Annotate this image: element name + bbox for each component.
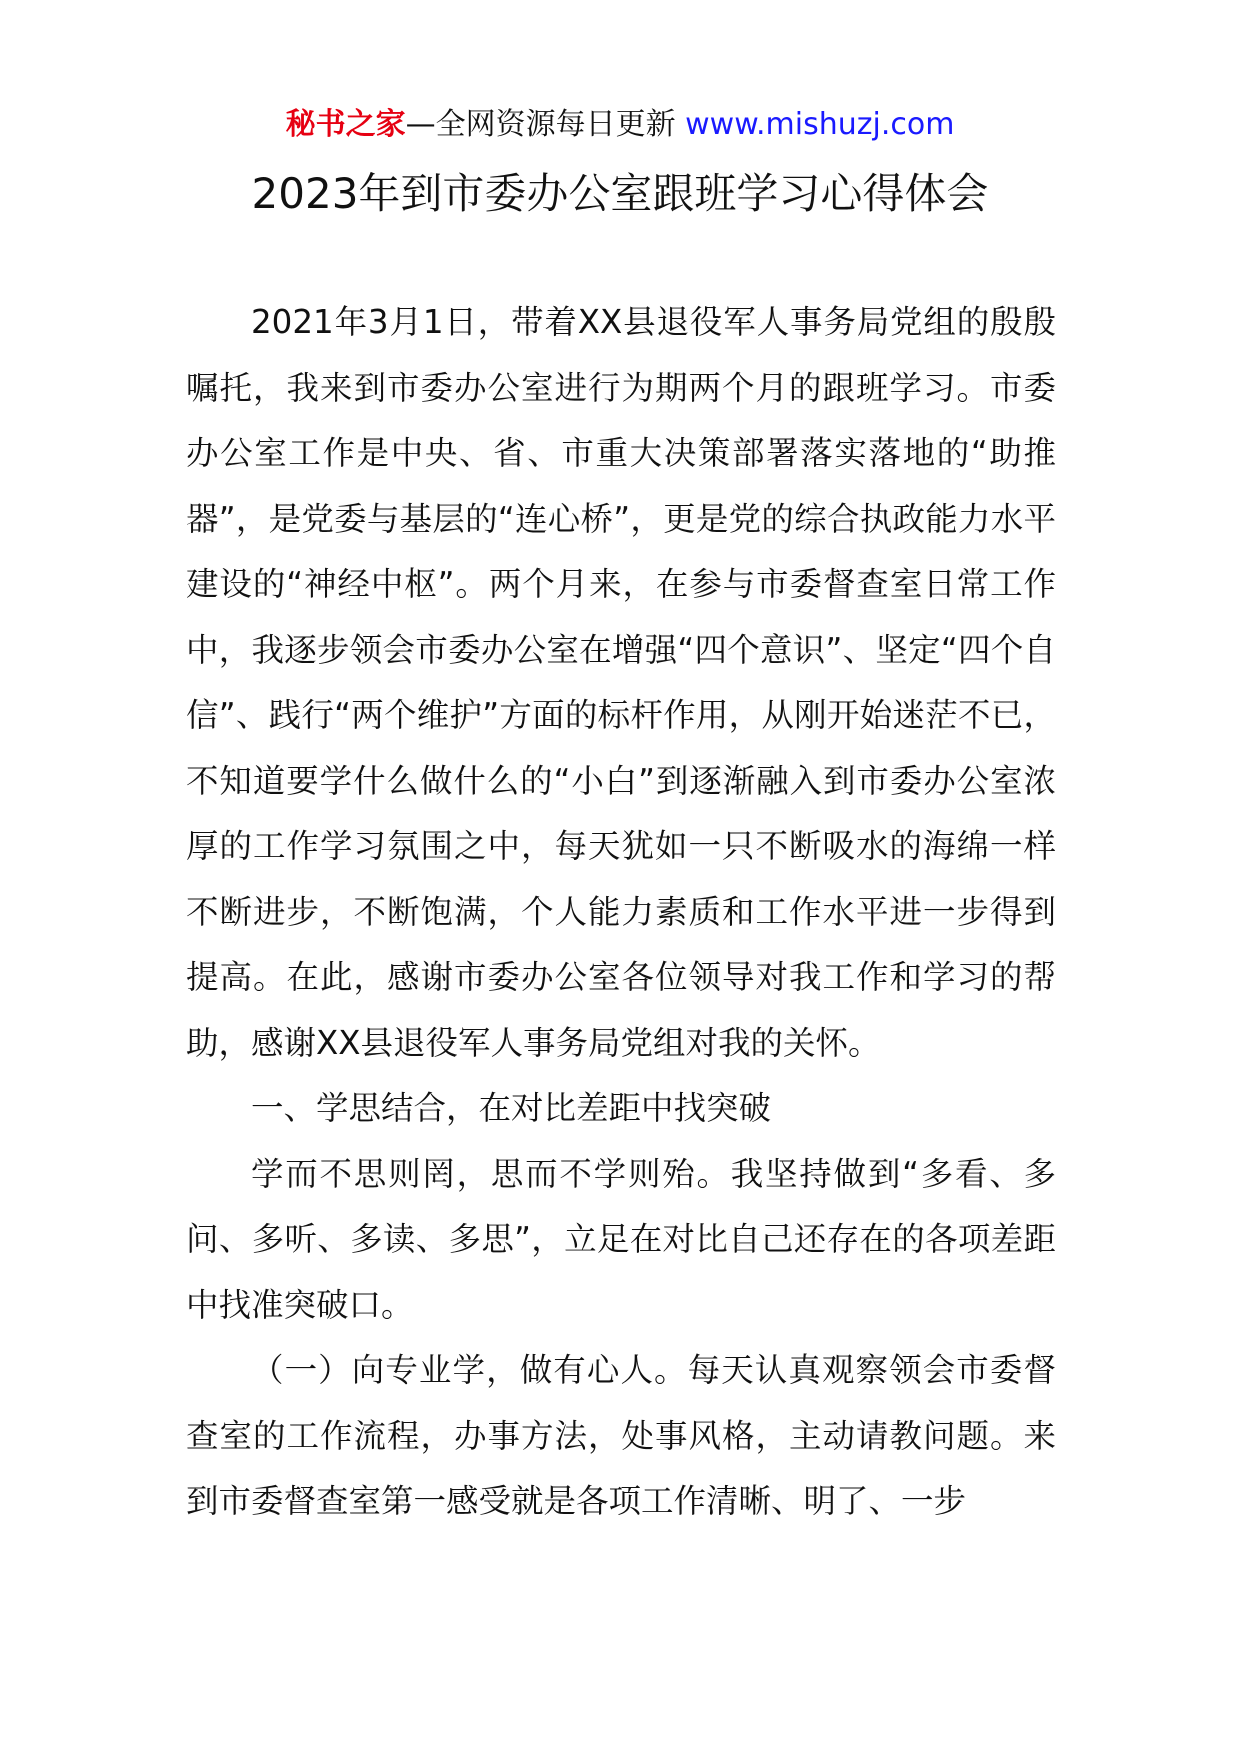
section1-paragraph-1: 学而不思则罔，思而不学则殆。我坚持做到“多看、多问、多听、多读、多思”，立足在对比自己还存在的各项差距中找准突破口。 [186, 1154, 1056, 1324]
intro-paragraph: 2021年3月1日，带着XX县退役军人事务局党组的殷殷嘱托，我来到市委办公室进行为期两个月的跟班学习。市委办公室工作是中央、省、市重大决策部署落实落地的“助推器”，是党委与基层的“连心桥”，更是党的综合执政能力水平建设的“神经中枢”。两个月来，在参与市委督查室日常工作中，我逐步领会市委办公室在增强“四个意识”、坚定“四个自信”、践行“两个维护”方面的标杆作用，从刚开始迷茫不已，不知道要学什么做什么的“小白”到逐渐融入到市委办公室浓厚的工作学习氛围之中，每天犹如一只不断吸水的海绵一样不断进步，不断饱满，个人能力素质和工作水平进一步得到提高。在此，感谢市委办公室各位领导对我工作和学习的帮助，感谢XX县退役军人事务局党组对我的关怀。 [186, 303, 1056, 1062]
document-body [186, 290, 1056, 1535]
section-heading-1: 一、学思结合，在对比差距中找突破 [251, 1089, 772, 1127]
section1-paragraph-2: （一）向专业学，做有心人。每天认真观察领会市委督查室的工作流程，办事方法，处事风格，主动请教问题。来到市委督查室第一感受就是各项工作清晰、明了、一步 [186, 1351, 1056, 1520]
site-tagline: —全网资源每日更新 [405, 107, 686, 142]
site-header [0, 104, 1240, 146]
brand-name: 秘书之家 [285, 107, 406, 142]
document-title: 2023年到市委办公室跟班学习心得体会 [251, 169, 989, 218]
site-url-link[interactable]: www.mishuzj.com [685, 107, 955, 142]
